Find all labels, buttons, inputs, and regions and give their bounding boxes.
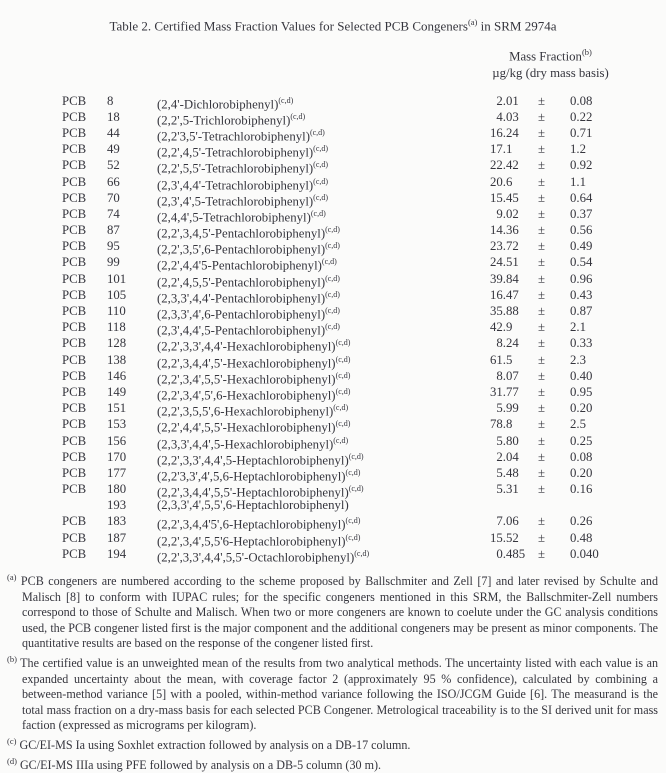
congener-name: (2,3,3',4,4',5-Hexachlorobiphenyl)$^{(c,d)}$ <box>157 435 349 451</box>
congener-number: 138 <box>107 352 127 367</box>
mass-fraction-value-frac: 45 <box>506 190 519 205</box>
plus-minus-symbol: ± <box>538 304 546 319</box>
mass-fraction-value-int: 61. <box>490 352 506 367</box>
footnote-cd-marker-ref: (c,d) <box>335 419 351 429</box>
plus-minus-symbol: ± <box>538 449 546 464</box>
footnote-cd-marker-ref: (c,d) <box>325 241 340 251</box>
mass-fraction-value-frac: 36 <box>506 223 519 238</box>
mass-fraction-value-int: 42. <box>490 320 506 335</box>
uncertainty-value: 0.08 <box>570 93 593 108</box>
congener-name: (2,3',4,4',5-Pentachlorobiphenyl)$^{(c,d)}$ <box>157 322 340 338</box>
mass-fraction-value-int: 2. <box>496 93 506 108</box>
mass-fraction-value-frac: 52 <box>506 530 519 545</box>
footnote-a-marker-ref: (a) <box>467 17 478 27</box>
mass-fraction-value-int: 39. <box>490 271 506 286</box>
table-title-suffix: in SRM 2974a <box>477 18 557 34</box>
footnote-cd-marker-ref: (c,d) <box>313 192 329 202</box>
mass-fraction-value-int: 16. <box>490 125 506 140</box>
footnotes-section <box>7 570 658 773</box>
table-row <box>0 287 666 306</box>
congener-number: 153 <box>107 417 127 432</box>
congener-name: (2,2',5-Trichlorobiphenyl)$^{(c,d)}$ <box>157 111 306 128</box>
mass-fraction-value-int: 5. <box>496 482 506 497</box>
uncertainty-value: 0.33 <box>570 336 593 351</box>
column-header-line1 <box>458 44 643 64</box>
congener-name: (2,3,3',4',5,5',6-Heptachlorobiphenyl) <box>157 498 349 513</box>
table-row <box>0 416 666 435</box>
footnote-cd-marker-ref: (c,d) <box>325 225 340 235</box>
mass-fraction-value-frac: 51 <box>506 255 519 270</box>
plus-minus-symbol: ± <box>538 514 546 529</box>
table-row <box>0 238 666 257</box>
table-row <box>0 352 666 368</box>
pcb-prefix: PCB <box>62 190 87 205</box>
congener-name: (2,2',3,4',5,5'-Hexachlorobiphenyl)$^{(c,d)}$ <box>157 370 351 387</box>
column-header-label: Mass Fraction <box>509 49 582 64</box>
footnote-cd-marker-ref: (c,d) <box>313 176 329 186</box>
footnote-cd-marker-ref: (c,d) <box>335 386 351 396</box>
uncertainty-value: 0.08 <box>570 449 593 464</box>
pcb-prefix: PCB <box>62 158 87 173</box>
congener-number: 95 <box>107 239 120 254</box>
mass-fraction-value-frac: 9 <box>506 320 513 335</box>
congener-name: (2,2',4,5'-Tetrachlorobiphenyl)$^{(c,d)}$ <box>157 144 329 160</box>
footnote-cd-marker-ref: (c,d) <box>348 451 364 461</box>
congener-number: 70 <box>107 190 120 205</box>
table-row <box>0 141 666 160</box>
uncertainty-value: 0.71 <box>570 125 593 140</box>
table-row <box>0 190 666 206</box>
uncertainty-value: 0.64 <box>570 190 593 205</box>
uncertainty-value: 1.2 <box>570 142 586 157</box>
table-row <box>0 335 666 354</box>
pcb-prefix: PCB <box>62 304 87 319</box>
uncertainty-value: 0.43 <box>570 287 593 302</box>
congener-number: 118 <box>107 320 126 335</box>
uncertainty-value: 1.1 <box>570 174 586 189</box>
table-row <box>0 400 666 419</box>
pcb-prefix: PCB <box>62 433 87 448</box>
mass-fraction-value-frac: 6 <box>506 174 513 189</box>
plus-minus-symbol: ± <box>538 401 546 416</box>
footnote-text: The certified value is an unweighted mean of the results from two analytical methods. The uncertainty listed with each value is an expanded uncertainty about the mean, with coverage factor 2 (approximately 95 % confidence), calculated by combining a between-method variance [5] with a pooled, within-method variance following the ISO/JCGM Guide [6]. The measurand is the total mass fraction on a dry-mass basis for each selected PCB Congener. Metrological traceability is to the SI derived unit for mass faction (expressed as micrograms per kilogram). <box>16 656 658 733</box>
plus-minus-symbol: ± <box>538 368 546 383</box>
congener-number: 156 <box>107 433 127 448</box>
uncertainty-value: 0.25 <box>570 433 593 448</box>
congener-name: (2,2',4,4',5,5'-Hexachlorobiphenyl)$^{(c,d)}$ <box>157 419 351 435</box>
congener-number: 193 <box>107 498 127 513</box>
pcb-prefix: PCB <box>62 368 87 383</box>
mass-fraction-value-int: 35. <box>490 304 506 319</box>
congener-name: (2,2'3,3',4',5,6-Heptachlorobiphenyl)$^{(c,d)}$ <box>157 467 361 484</box>
pcb-prefix: PCB <box>62 352 87 367</box>
table-row <box>0 368 666 387</box>
congener-number: 52 <box>107 158 120 173</box>
mass-fraction-value-frac: 1 <box>506 142 513 157</box>
pcb-prefix: PCB <box>62 320 87 335</box>
congener-number: 177 <box>107 465 127 480</box>
uncertainty-value: 0.95 <box>570 384 593 399</box>
congener-number: 170 <box>107 449 127 464</box>
mass-fraction-value-frac: 47 <box>506 287 519 302</box>
footnote-cd-marker-ref: (c,d) <box>309 127 325 137</box>
pcb-prefix: PCB <box>62 109 87 124</box>
congener-number: 194 <box>107 546 127 561</box>
plus-minus-symbol: ± <box>538 417 546 432</box>
uncertainty-value: 0.54 <box>570 255 593 270</box>
congener-number: 99 <box>107 255 120 270</box>
congener-name: (2,2'3,5'-Tetrachlorobiphenyl)$^{(c,d)}$ <box>157 127 325 144</box>
mass-fraction-value-frac: 04 <box>506 449 519 464</box>
pcb-prefix: PCB <box>62 546 87 561</box>
congener-name: (2,2',4,5,5'-Pentachlorobiphenyl)$^{(c,d)}$ <box>157 273 340 289</box>
plus-minus-symbol: ± <box>538 482 546 497</box>
mass-fraction-value-int: 16. <box>490 287 506 302</box>
plus-minus-symbol <box>538 497 570 513</box>
table-row <box>0 157 666 176</box>
mass-fraction-value-int <box>460 497 506 513</box>
mass-fraction-value-frac: 42 <box>506 158 519 173</box>
footnote-text: PCB congeners are numbered according to the scheme proposed by Ballschmiter and Zell [7] and later revised by Schulte and Malisch [8] to conform with IUPAC rules; for the specific congeners mentioned in this SRM, the Ballschmiter-Zell numbers correspond to those of Schulte and Malisch. When two or more congeners are known to coelute under the GC analysis conditions used, the PCB congener listed first is the major component and the additional congeners may be present as minor components. The quantitative results are based on the response of the congener listed first. <box>16 574 658 651</box>
pcb-prefix: PCB <box>62 465 87 480</box>
pcb-prefix: PCB <box>62 287 87 302</box>
congener-number: 151 <box>107 401 127 416</box>
congener-name: (2,2',3,4,5'-Pentachlorobiphenyl)$^{(c,d)}$ <box>157 225 340 241</box>
mass-fraction-value-frac: 03 <box>506 109 519 124</box>
mass-fraction-value-int: 22. <box>490 158 506 173</box>
footnote-marker: (d) <box>7 755 17 766</box>
table-row <box>0 530 666 546</box>
pcb-prefix: PCB <box>62 174 87 189</box>
mass-fraction-value-int: 4. <box>496 109 506 124</box>
uncertainty-value: 0.26 <box>570 514 593 529</box>
plus-minus-symbol: ± <box>538 142 546 157</box>
congener-number: 183 <box>107 514 127 529</box>
pcb-prefix <box>62 497 107 513</box>
congener-name: (2,2',4,4'5-Pentachlorobiphenyl)$^{(c,d)}$ <box>157 257 337 273</box>
footnote <box>7 652 658 734</box>
congener-number: 128 <box>107 336 127 351</box>
congener-number: 110 <box>107 304 126 319</box>
pcb-prefix: PCB <box>62 271 87 286</box>
footnote-cd-marker-ref: (c,d) <box>325 306 340 316</box>
mass-fraction-value-frac: 8 <box>506 417 513 432</box>
congener-number: 44 <box>107 125 120 140</box>
column-header-units: µg/kg (dry mass basis) <box>492 65 609 80</box>
table-row <box>0 513 666 532</box>
mass-fraction-value-frac: 01 <box>506 93 519 108</box>
plus-minus-symbol: ± <box>538 352 546 367</box>
pcb-prefix: PCB <box>62 255 87 270</box>
mass-fraction-value-frac: 80 <box>506 433 519 448</box>
table-row <box>0 109 666 128</box>
mass-fraction-value-frac: 48 <box>506 465 519 480</box>
congener-number: 8 <box>107 93 114 108</box>
plus-minus-symbol: ± <box>538 239 546 254</box>
congener-number: 49 <box>107 142 120 157</box>
footnote-cd-marker-ref: (c,d) <box>345 467 361 477</box>
mass-fraction-value-frac: 07 <box>506 368 519 383</box>
table-row <box>0 174 666 190</box>
pcb-prefix: PCB <box>62 223 87 238</box>
congener-name: (2,2',3,4,4',5'-Hexachlorobiphenyl)$^{(c,d)}$ <box>157 354 351 370</box>
table-row <box>0 497 666 513</box>
uncertainty-value: 0.40 <box>570 368 593 383</box>
plus-minus-symbol: ± <box>538 223 546 238</box>
mass-fraction-value-frac: 88 <box>506 304 519 319</box>
footnote <box>7 570 658 652</box>
congener-name: (2,4'-Dichlorobiphenyl)$^{(c,d)}$ <box>157 95 294 111</box>
congener-name: (2,3,3',4',6-Pentachlorobiphenyl)$^{(c,d)}$ <box>157 306 340 322</box>
plus-minus-symbol: ± <box>538 206 546 221</box>
plus-minus-symbol: ± <box>538 530 546 545</box>
table-row <box>0 222 666 241</box>
mass-fraction-value-int: 8. <box>496 368 506 383</box>
congener-name: (2,2',3,4',5,5'6-Heptachlorobiphenyl)$^{(c,d)}$ <box>157 532 361 548</box>
plus-minus-symbol: ± <box>538 465 546 480</box>
uncertainty-value: 0.20 <box>570 465 593 480</box>
footnote-cd-marker-ref: (c,d) <box>325 322 340 332</box>
congener-table <box>0 93 666 565</box>
mass-fraction-value-int: 5. <box>496 401 506 416</box>
footnote <box>7 754 658 773</box>
mass-fraction-value-int: 78. <box>490 417 506 432</box>
pcb-prefix: PCB <box>62 417 87 432</box>
pcb-prefix: PCB <box>62 514 87 529</box>
footnote-cd-marker-ref: (c,d) <box>278 95 294 105</box>
congener-number: 146 <box>107 368 127 383</box>
mass-fraction-value-int: 0. <box>496 546 506 561</box>
footnote-b-marker-ref: (b) <box>581 47 592 58</box>
mass-fraction-value-frac: 06 <box>506 514 519 529</box>
plus-minus-symbol: ± <box>538 109 546 124</box>
pcb-prefix: PCB <box>62 401 87 416</box>
mass-fraction-value-int: 15. <box>490 190 506 205</box>
plus-minus-symbol: ± <box>538 384 546 399</box>
mass-fraction-value-frac: 72 <box>506 239 519 254</box>
uncertainty-value: 0.49 <box>570 239 593 254</box>
footnote-cd-marker-ref: (c,d) <box>333 435 349 445</box>
mass-fraction-value-frac: 5 <box>506 352 513 367</box>
table-row <box>0 433 666 449</box>
plus-minus-symbol: ± <box>538 433 546 448</box>
footnote-marker: (b) <box>7 654 17 665</box>
uncertainty-value: 2.1 <box>570 320 586 335</box>
pcb-prefix: PCB <box>62 142 87 157</box>
table-row <box>0 206 666 225</box>
pcb-prefix: PCB <box>62 239 87 254</box>
footnote-cd-marker-ref: (c,d) <box>325 289 340 299</box>
plus-minus-symbol: ± <box>538 93 546 108</box>
congener-number: 74 <box>107 206 120 221</box>
pcb-prefix: PCB <box>62 384 87 399</box>
table-row <box>0 271 666 287</box>
mass-fraction-value-frac: 24 <box>506 336 519 351</box>
mass-fraction-value-int: 7. <box>496 514 506 529</box>
congener-name: (2,3',4',5-Tetrachlorobiphenyl)$^{(c,d)}$ <box>157 192 329 208</box>
table-title <box>0 0 666 34</box>
congener-name: (2,3',4,4'-Tetrachlorobiphenyl)$^{(c,d)}$ <box>157 176 329 192</box>
pcb-prefix: PCB <box>62 336 87 351</box>
plus-minus-symbol: ± <box>538 320 546 335</box>
uncertainty-value: 2.5 <box>570 417 586 432</box>
mass-fraction-value-frac: 485 <box>506 546 526 561</box>
congener-name: (2,2',5,5'-Tetrachlorobiphenyl)$^{(c,d)}$ <box>157 160 329 176</box>
pcb-prefix: PCB <box>62 482 87 497</box>
table-row <box>0 303 666 322</box>
mass-fraction-value-frac: 77 <box>506 384 519 399</box>
plus-minus-symbol: ± <box>538 271 546 286</box>
mass-fraction-value-int: 20. <box>490 174 506 189</box>
congener-name: (2,4,4',5-Tetrachlorobiphenyl)$^{(c,d)}$ <box>157 208 326 225</box>
table-row <box>0 546 666 565</box>
footnote-cd-marker-ref: (c,d) <box>345 532 361 542</box>
table-row <box>0 254 666 273</box>
plus-minus-symbol: ± <box>538 287 546 302</box>
congener-name: (2,2',3,3',4,4',5-Heptachlorobiphenyl)$^{(c,d)}$ <box>157 451 364 467</box>
plus-minus-symbol: ± <box>538 125 546 140</box>
congener-number: 180 <box>107 482 127 497</box>
table-row <box>0 319 666 338</box>
uncertainty-value: 0.48 <box>570 530 593 545</box>
mass-fraction-value-int: 5. <box>496 433 506 448</box>
mass-fraction-value-int: 2. <box>496 449 506 464</box>
uncertainty-value: 0.040 <box>570 546 599 561</box>
plus-minus-symbol: ± <box>538 546 546 561</box>
footnote-text: GC/EI-MS Ia using Soxhlet extraction followed by analysis on a DB-17 column. <box>16 738 411 753</box>
footnote-cd-marker-ref: (c,d) <box>321 257 337 267</box>
footnote-text: GC/EI-MS IIIa using PFE followed by analysis on a DB-5 column (30 m). <box>16 757 382 772</box>
mass-fraction-value-int: 14. <box>490 223 506 238</box>
table-row <box>0 449 666 465</box>
mass-fraction-value-frac: 24 <box>506 125 519 140</box>
footnote-marker: (c) <box>7 736 17 747</box>
mass-fraction-column-header <box>458 44 643 80</box>
footnote-cd-marker-ref: (c,d) <box>313 144 329 154</box>
footnote-cd-marker-ref: (c,d) <box>333 403 349 413</box>
pcb-prefix: PCB <box>62 125 87 140</box>
uncertainty-value: 0.20 <box>570 401 593 416</box>
uncertainty-value: 0.22 <box>570 109 593 124</box>
mass-fraction-value-int: 17. <box>490 142 506 157</box>
congener-number: 87 <box>107 223 120 238</box>
congener-number: 101 <box>107 271 127 286</box>
congener-name: (2,3,3',4,4'-Pentachlorobiphenyl)$^{(c,d)}$ <box>157 289 340 306</box>
mass-fraction-value-frac: 99 <box>506 401 519 416</box>
table-row <box>0 384 666 403</box>
footnote-cd-marker-ref: (c,d) <box>335 338 351 348</box>
mass-fraction-value-frac: 31 <box>506 482 519 497</box>
table-row <box>0 93 666 109</box>
footnote-cd-marker-ref: (c,d) <box>325 273 340 283</box>
footnote-cd-marker-ref: (c,d) <box>313 160 329 170</box>
uncertainty-value: 0.37 <box>570 206 593 221</box>
congener-name: (2,2',3,5',6-Pentachlorobiphenyl)$^{(c,d)}$ <box>157 241 340 257</box>
plus-minus-symbol: ± <box>538 336 546 351</box>
footnote-cd-marker-ref: (c,d) <box>354 548 370 558</box>
mass-fraction-value-int: 23. <box>490 239 506 254</box>
footnote <box>7 734 658 754</box>
pcb-prefix: PCB <box>62 449 87 464</box>
congener-name: (2,2',3,4',5',6-Hexachlorobiphenyl)$^{(c,d)}$ <box>157 386 351 403</box>
mass-fraction-value-frac <box>506 497 538 513</box>
mass-fraction-value-frac: 84 <box>506 271 519 286</box>
mass-fraction-value-int: 8. <box>496 336 506 351</box>
mass-fraction-value-int: 24. <box>490 255 506 270</box>
uncertainty-value: 0.87 <box>570 304 593 319</box>
congener-number: 105 <box>107 287 127 302</box>
congener-name: (2,2',3,4,4',5,5'-Heptachlorobiphenyl)$^{(c,d)}$ <box>157 484 364 500</box>
table-title-text: Table 2. Certified Mass Fraction Values for Selected PCB Congeners <box>109 18 468 34</box>
footnote-cd-marker-ref: (c,d) <box>348 484 364 494</box>
footnote-cd-marker-ref: (c,d) <box>290 111 306 121</box>
uncertainty-value: 0.16 <box>570 482 593 497</box>
mass-fraction-value-int: 9. <box>496 206 506 221</box>
uncertainty-value: 0.92 <box>570 158 593 173</box>
uncertainty-value <box>570 497 666 513</box>
congener-number: 149 <box>107 384 127 399</box>
mass-fraction-value-int: 31. <box>490 384 506 399</box>
footnote-cd-marker-ref: (c,d) <box>345 516 361 526</box>
plus-minus-symbol: ± <box>538 190 546 205</box>
table-row <box>0 125 666 144</box>
footnote-cd-marker-ref: (c,d) <box>335 370 351 380</box>
congener-number: 66 <box>107 174 120 189</box>
uncertainty-value: 0.96 <box>570 271 593 286</box>
plus-minus-symbol: ± <box>538 158 546 173</box>
congener-name: (2,2',3,5,5',6-Hexachlorobiphenyl)$^{(c,d)}$ <box>157 403 349 419</box>
pcb-prefix: PCB <box>62 93 87 108</box>
pcb-prefix: PCB <box>62 206 87 221</box>
table-row <box>0 481 666 500</box>
congener-name: (2,2',3,3',4,4'-Hexachlorobiphenyl)$^{(c,d)}$ <box>157 338 351 354</box>
mass-fraction-value-frac: 02 <box>506 206 519 221</box>
footnote-cd-marker-ref: (c,d) <box>335 354 351 364</box>
mass-fraction-value-int: 15. <box>490 530 506 545</box>
plus-minus-symbol: ± <box>538 255 546 270</box>
uncertainty-value: 2.3 <box>570 352 586 367</box>
table-row <box>0 465 666 484</box>
footnote-marker: (a) <box>7 572 17 583</box>
congener-name: (2,2',3,4,4'5',6-Heptachlorobiphenyl)$^{(c,d)}$ <box>157 516 361 532</box>
footnote-cd-marker-ref: (c,d) <box>310 208 326 218</box>
mass-fraction-value-int: 5. <box>496 465 506 480</box>
congener-number: 18 <box>107 109 120 124</box>
pcb-prefix: PCB <box>62 530 87 545</box>
uncertainty-value: 0.56 <box>570 223 593 238</box>
congener-name: (2,2',3,3',4,4',5,5'-Octachlorobiphenyl)$^{(c,d)}$ <box>157 548 370 565</box>
congener-number: 187 <box>107 530 127 545</box>
plus-minus-symbol: ± <box>538 174 546 189</box>
